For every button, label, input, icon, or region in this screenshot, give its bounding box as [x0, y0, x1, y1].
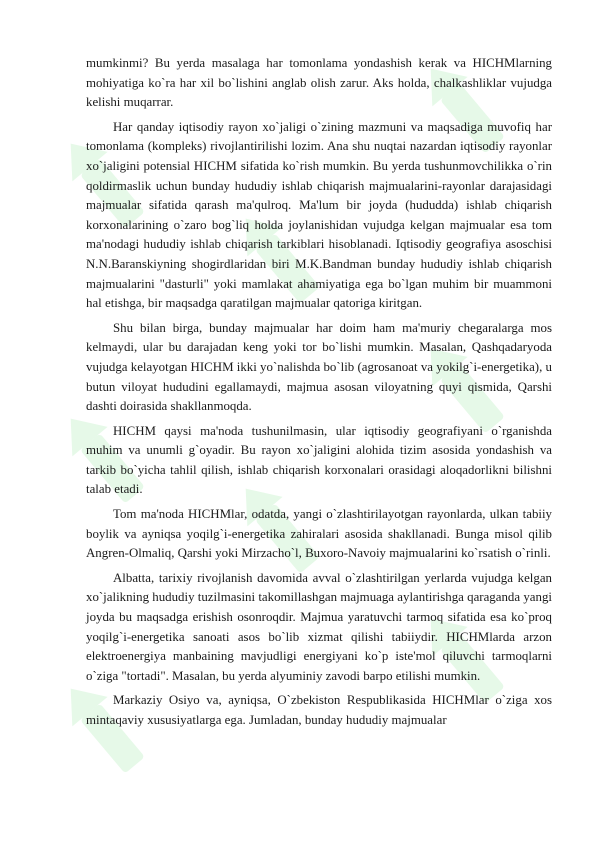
paragraph: Albatta, tarixiy rivojlanish davomida avval o`zlashtirilgan yerlarda vujudga kelgan xo`jalikning hududiy tuzilmasini takomillashgan majmuaga aylantirishga qaraganda yangi joyda bu maqsadga erishish osonroqdir. Majmua yaratuvchi tarmoq sifatida esa ko`proq yoqilg`i-energetika sanoati asos bo`lib xizmat qilishi tabiiydir. HICHMlarda arzon elektroenergiya manbaining mavjudligi energiyani ko`p iste'mol qiluvchi tarmoqlarni o`ziga "tortadi". Masalan, bu yerda alyuminiy zavodi barpo etilishi mumkin. [86, 570, 552, 683]
document-body [86, 54, 552, 736]
paragraph: Har qanday iqtisodiy rayon xo`jaligi o`zining mazmuni va maqsadiga muvofiq har tomonlama (kompleks) rivojlantirilishi lozim. Ana shu nuqtai nazardan iqtisodiy rayonlar xo`jaligini potensial HICHM sifatida ko`rish mumkin. Bu yerda tushunmovchilikka o`rin qoldirmaslik uchun bunday hududiy ishlab chiqarish majmualarini-rayonlar darajasidagi majmualar sifatida qarash ma'qulroq. Ma'lum bir joyda (hududda) ishlab chiqarish korxonalarining o`zaro bog`liq holda joylanishidan vujudga kelgan majmualar esa tom ma'nodagi hududiy ishlab chiqarish tarkiblari hisoblanadi. Iqtisodiy geografiya asoschisi N.N.Baranskiyning shogirdlaridan biri M.K.Bandman bunday hududiy ishlab chiqarish majmualarini "dasturli" yoki mamlakat ahamiyatiga ega bo`lgan muhim bir muammoni hal etishga, bir maqsadga qaratilgan majmualar qatoriga kiritgan. [86, 119, 552, 311]
paragraph: Shu bilan birga, bunday majmualar har doim ham ma'muriy chegaralarga mos kelmaydi, ular bu darajadan keng yoki tor bo`lishi mumkin. Masalan, Qashqadaryoda vujudga kelayotgan HICHM ikki yo`nalishda bo`lib (agrosanoat va yokilg`i-energetika), u butun viloyat hududini egallamaydi, majmua asosan viloyatning quyi qismida, Qarshi dashti doirasida shakllanmoqda. [86, 320, 552, 414]
paragraph: Tom ma'noda HICHMlar, odatda, yangi o`zlashtirilayotgan rayonlarda, ulkan tabiiy boylik va ayniqsa yoqilg`i-energetika zahiralari asosida shakllanadi. Bunga misol qilib Angren-Olmaliq, Qarshi yoki Mirzacho`l, Buxoro-Navoiy majmualarini ko`rsatish o`rinli. [86, 507, 552, 561]
paragraph-continued: mumkinmi? Bu yerda masalaga har tomonlama yondashish kerak va HICHMlarning mohiyatiga ko`ra har xil bo`lishini anglab olish zarur. Aks holda, chalkashliklar vujudga kelishi muqarrar. [86, 56, 552, 110]
paragraph-continues: Markaziy Osiyo va, ayniqsa, O`zbekiston Respublikasida HICHMlar o`ziga xos mintaqaviy xususiyatlarga ega. Jumladan, bunday hududiy majmualar [86, 693, 552, 727]
paragraph: HICHM qaysi ma'noda tushunilmasin, ular iqtisodiy geografiyani o`rganishda muhim va unumli g`oyadir. Bu rayon xo`jaligini alohida tizim asosida yondashish va tarkib bo`yicha tahlil qilish, ishlab chiqarish korxonalari orasidagi aloqadorlikni bilishni talab etadi. [86, 423, 552, 497]
